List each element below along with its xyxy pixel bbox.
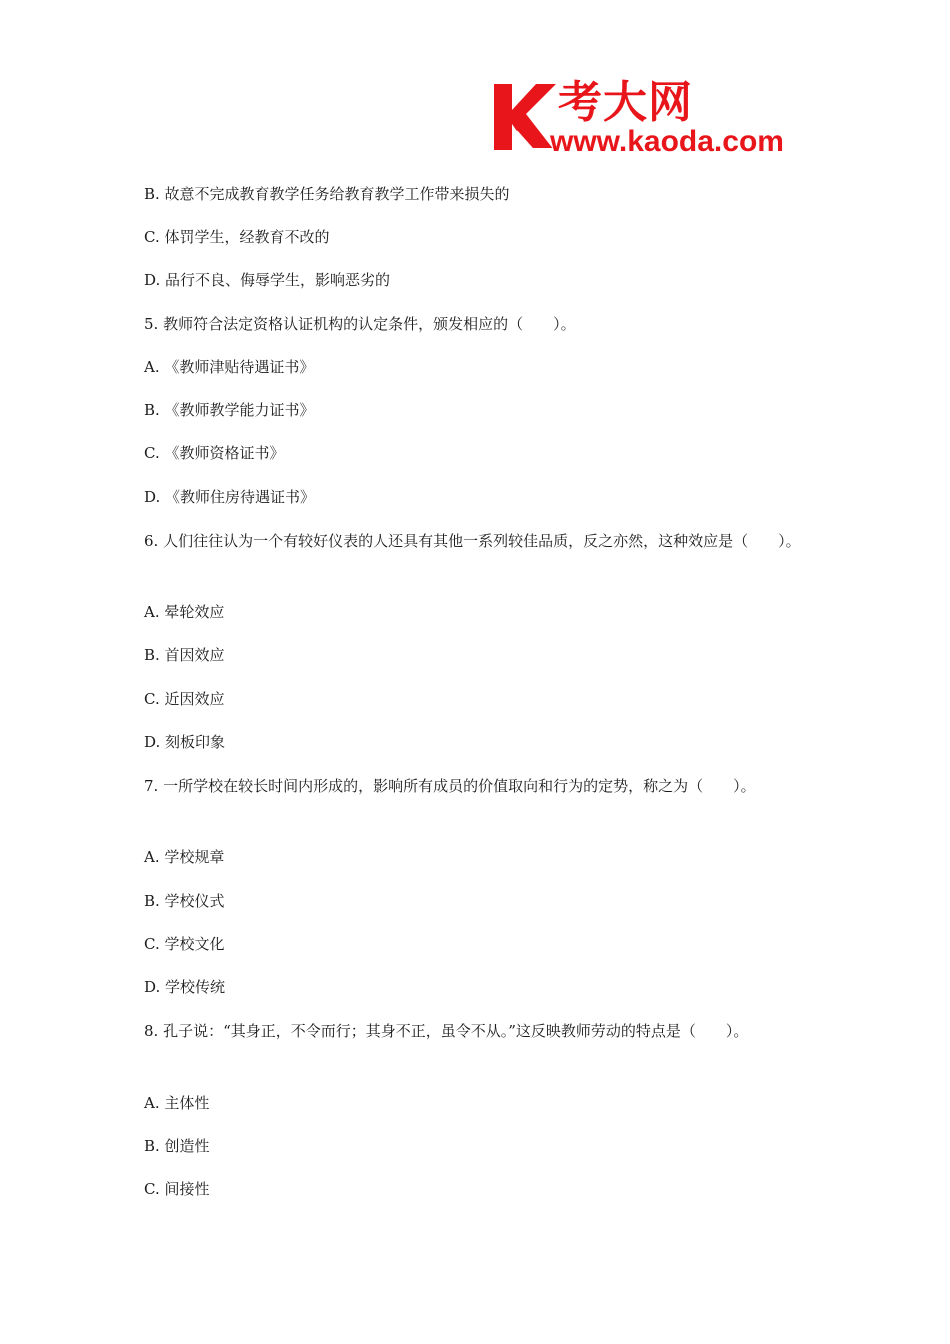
- option-b: B. 首因效应: [144, 646, 225, 664]
- option-d: D. 品行不良、侮辱学生，影响恶劣的: [144, 271, 391, 289]
- option-c: C. 间接性: [144, 1180, 210, 1198]
- option-d: D. 学校传统: [144, 978, 226, 996]
- option-c: C. 学校文化: [144, 935, 225, 953]
- question-6: 6. 人们往往认为一个有较好仪表的人还具有其他一系列较佳品质，反之亦然，这种效应是（ ）。: [144, 532, 801, 550]
- kaoda-logo: [492, 78, 812, 160]
- option-a: A. 《教师津贴待遇证书》: [144, 358, 315, 376]
- option-b: B. 学校仪式: [144, 892, 225, 910]
- option-a: A. 学校规章: [144, 848, 225, 866]
- question-7: 7. 一所学校在较长时间内形成的，影响所有成员的价值取向和行为的定势，称之为（ ）。: [144, 777, 756, 795]
- option-b: B. 创造性: [144, 1137, 210, 1155]
- logo-url: www.kaoda.com: [550, 125, 784, 158]
- question-8: 8. 孔子说：“其身正，不令而行；其身不正，虽令不从。”这反映教师劳动的特点是（ ）。: [144, 1022, 749, 1040]
- option-c: C. 近因效应: [144, 690, 225, 708]
- option-a: A. 主体性: [144, 1094, 210, 1112]
- option-b: B. 《教师教学能力证书》: [144, 401, 315, 419]
- option-b: B. 故意不完成教育教学任务给教育教学工作带来损失的: [144, 185, 510, 203]
- option-c: C. 体罚学生，经教育不改的: [144, 228, 330, 246]
- option-a: A. 晕轮效应: [144, 603, 225, 621]
- k-logo-icon: [492, 80, 556, 152]
- option-d: D. 《教师住房待遇证书》: [144, 488, 316, 506]
- logo-brand-name: 考大网: [558, 77, 693, 128]
- option-c: C. 《教师资格证书》: [144, 444, 285, 462]
- question-5: 5. 教师符合法定资格认证机构的认定条件，颁发相应的（ ）。: [144, 315, 576, 333]
- option-d: D. 刻板印象: [144, 733, 226, 751]
